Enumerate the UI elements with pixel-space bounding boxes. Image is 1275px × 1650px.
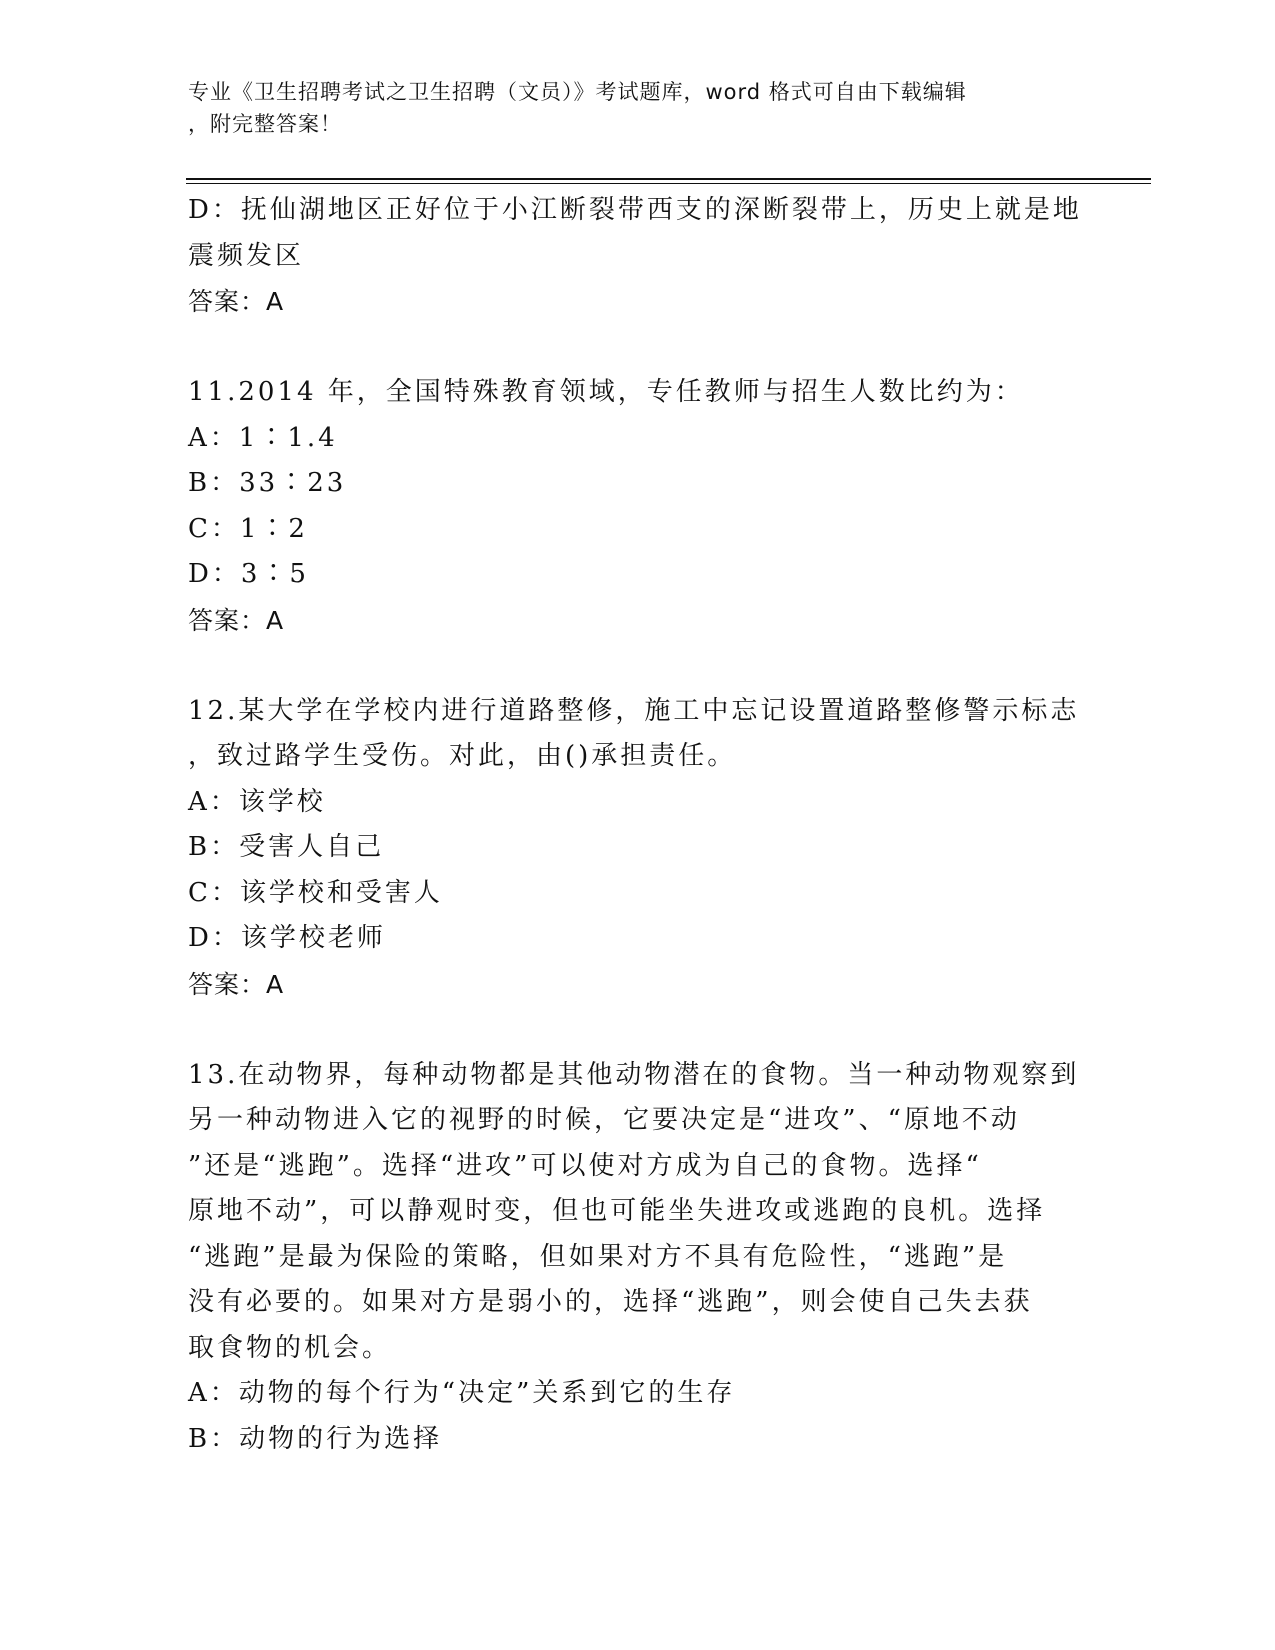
prev-option-d-line-1: D：抚仙湖地区正好位于小江断裂带西支的深断裂带上，历史上就是地 — [188, 195, 1082, 225]
header-line-2: ，附完整答案！ — [188, 112, 342, 136]
spacer — [188, 325, 1088, 371]
q11-option-c: C：1∶2 — [188, 513, 308, 544]
q12-option-a: A：该学校 — [188, 786, 326, 817]
q11-option-b: B：33∶23 — [188, 468, 347, 498]
q13-stem-line-2: 另一种动物进入它的视野的时候，它要决定是“进攻”、“原地不动 — [188, 1105, 1020, 1135]
q11-stem: 11.2014 年，全国特殊教育领域，专任教师与招生人数比约为： — [188, 377, 1024, 407]
header-rule-thin — [186, 183, 1151, 184]
q11-option-d: D：3∶5 — [188, 559, 309, 589]
q11-answer: 答案：A — [188, 605, 285, 635]
q11-option-a: A：1∶1.4 — [188, 422, 338, 453]
prev-answer: 答案：A — [188, 287, 285, 316]
question-content — [188, 188, 1088, 1462]
spacer — [188, 1007, 1088, 1053]
q12-option-b: B：受害人自己 — [188, 832, 385, 862]
q12-option-c: C：该学校和受害人 — [188, 877, 443, 908]
q13-stem-line-6: 没有必要的。如果对方是弱小的，选择“逃跑”，则会使自己失去获 — [188, 1287, 1033, 1317]
header-line-1: 专业《卫生招聘考试之卫生招聘（文员）》考试题库，word 格式可自由下载编辑 — [188, 80, 967, 104]
spacer — [188, 643, 1088, 689]
q12-answer: 答案：A — [188, 969, 285, 999]
q13-stem-line-1: 13.在动物界，每种动物都是其他动物潜在的食物。当一种动物观察到 — [188, 1059, 1080, 1090]
header-rule-thick — [186, 178, 1151, 180]
page-header — [188, 76, 1068, 140]
q13-stem-line-5: “逃跑”是最为保险的策略，但如果对方不具有危险性，“逃跑”是 — [188, 1241, 1008, 1272]
q13-stem-line-3: ”还是“逃跑”。选择“进攻”可以使对方成为自己的食物。选择“ — [188, 1150, 982, 1181]
q12-stem-line-1: 12.某大学在学校内进行道路整修，施工中忘记设置道路整修警示标志 — [188, 695, 1080, 726]
q13-stem-line-7: 取食物的机会。 — [188, 1332, 392, 1363]
prev-option-d-line-2: 震频发区 — [188, 240, 305, 271]
q12-stem-line-2: ，致过路学生受伤。对此，由()承担责任。 — [188, 741, 737, 771]
q12-option-d: D：该学校老师 — [188, 923, 386, 953]
q13-option-b: B：动物的行为选择 — [188, 1423, 443, 1454]
q13-option-a: A：动物的每个行为“决定”关系到它的生存 — [188, 1378, 736, 1408]
q13-stem-line-4: 原地不动”，可以静观时变，但也可能坐失进攻或逃跑的良机。选择 — [188, 1196, 1046, 1226]
